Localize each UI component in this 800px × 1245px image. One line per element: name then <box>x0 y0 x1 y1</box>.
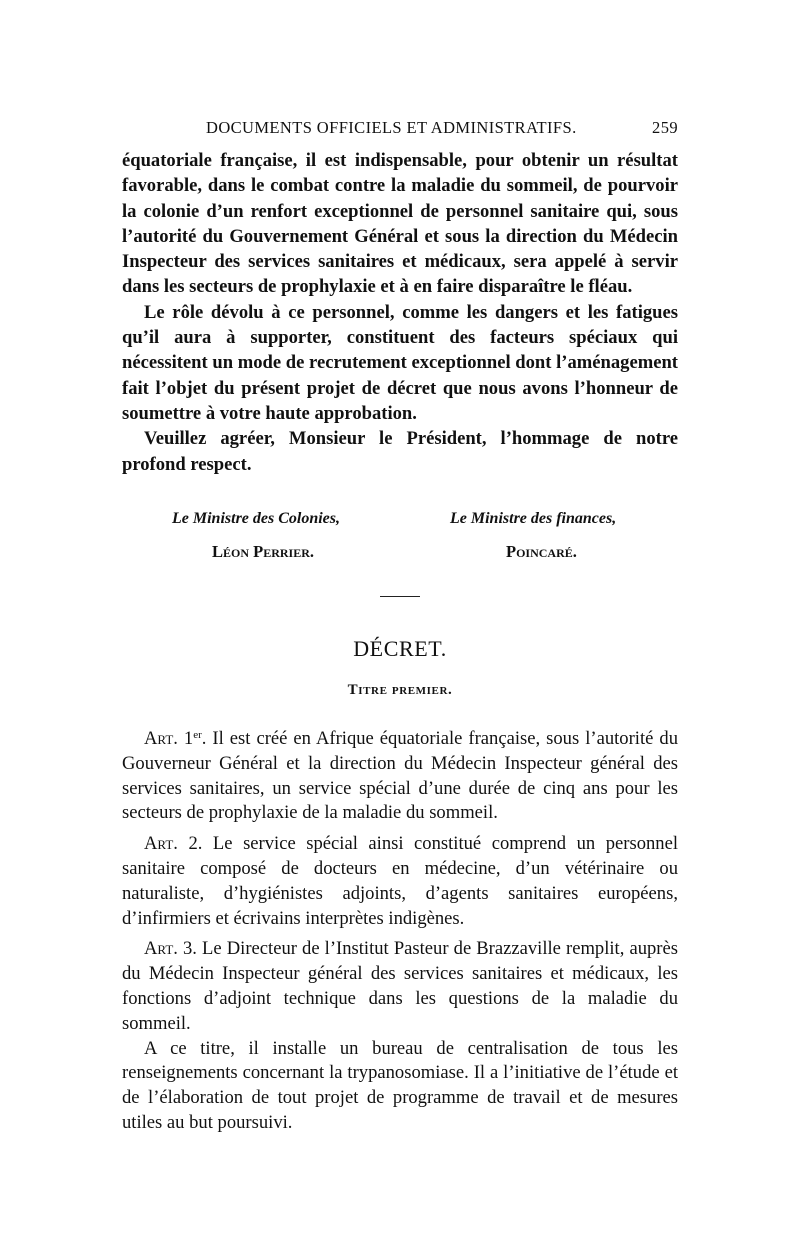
article-3 <box>122 937 678 1036</box>
section-divider <box>380 596 420 597</box>
signature-left-name: Léon Perrier. <box>212 542 315 561</box>
article-2-label: Art. <box>144 833 178 855</box>
report-paragraph-2: Le rôle dévolu à ce personnel, comme les dangers et les fatigues qu’il aura à supporter, constituent des facteurs spéciaux qui nécessitent un mode de recrutement exceptionnel dont l’aménagement fait l’objet du présent projet de décret que nous avons l’honneur de soumettre à votre haute approbation. <box>122 301 678 424</box>
signature-right <box>450 510 616 562</box>
report-paragraph-3: Veuillez agréer, Monsieur le Président, l’hommage de notre profond respect. <box>122 428 678 475</box>
report-paragraph-1: équatoriale française, il est indispensable, pour obtenir un résultat favorable, dans le combat contre la maladie du sommeil, de pourvoir la colonie d’un renfort exceptionnel de personnel sanitaire qui, sous l’autorité du Gouvernement Général et sous la direction du Médecin Inspecteur des services sanitaires et médicaux, sera appelé à servir dans les secteurs de prophylaxie et à en faire disparaître le fléau. <box>122 150 678 298</box>
decree-title: DÉCRET. <box>353 636 447 661</box>
article-1-label-sup: er <box>193 729 202 741</box>
article-3-label: Art. <box>144 938 178 960</box>
article-1 <box>122 727 678 826</box>
article-3-text: 3. Le Directeur de l’Institut Pasteur de Brazzaville remplit, auprès du Médecin Inspecteur général des services sanitaires et médicaux, les fonctions d’adjoint technique dans les questions de la maladie du sommeil. <box>122 938 678 1034</box>
article-2-text: 2. Le service spécial ainsi constitué comprend un personnel sanitaire composé de docteurs en médecine, d’un vétérinaire ou naturaliste, d’hygiénistes adjoints, d’agents sanitaires européens, d’infirmiers et écrivains interprètes indigènes. <box>122 833 678 929</box>
article-1-text: . Il est créé en Afrique équatoriale française, sous l’autorité du Gouverneur Général et la direction du Médecin Inspecteur général des services sanitaires, un service spécial d’une durée de cinq ans pour les secteurs de prophylaxie de la maladie du sommeil. <box>122 728 678 824</box>
part-title: Titre premier. <box>347 682 453 698</box>
closing-paragraph: A ce titre, il installe un bureau de centralisation de tous les renseignements concernant la trypanosomiase. Il a l’initiative de l’étude et de l’élaboration de tout projet de programme de travail et de mesures utiles au but poursuivi. <box>122 1037 678 1133</box>
signature-left-role: Le Ministre des Colonies, <box>172 510 341 527</box>
article-2 <box>122 832 678 931</box>
signature-right-name: Poincaré. <box>506 542 577 561</box>
article-1-label: Art. 1 <box>144 728 194 749</box>
decree-body <box>122 727 678 1136</box>
signature-right-role: Le Ministre des finances, <box>450 510 617 527</box>
page-header <box>122 118 678 140</box>
signature-left <box>172 510 340 562</box>
report-body <box>122 148 678 477</box>
running-title: DOCUMENTS OFFICIELS ET ADMINISTRATIFS. <box>206 118 577 137</box>
page-number: 259 <box>652 118 678 137</box>
